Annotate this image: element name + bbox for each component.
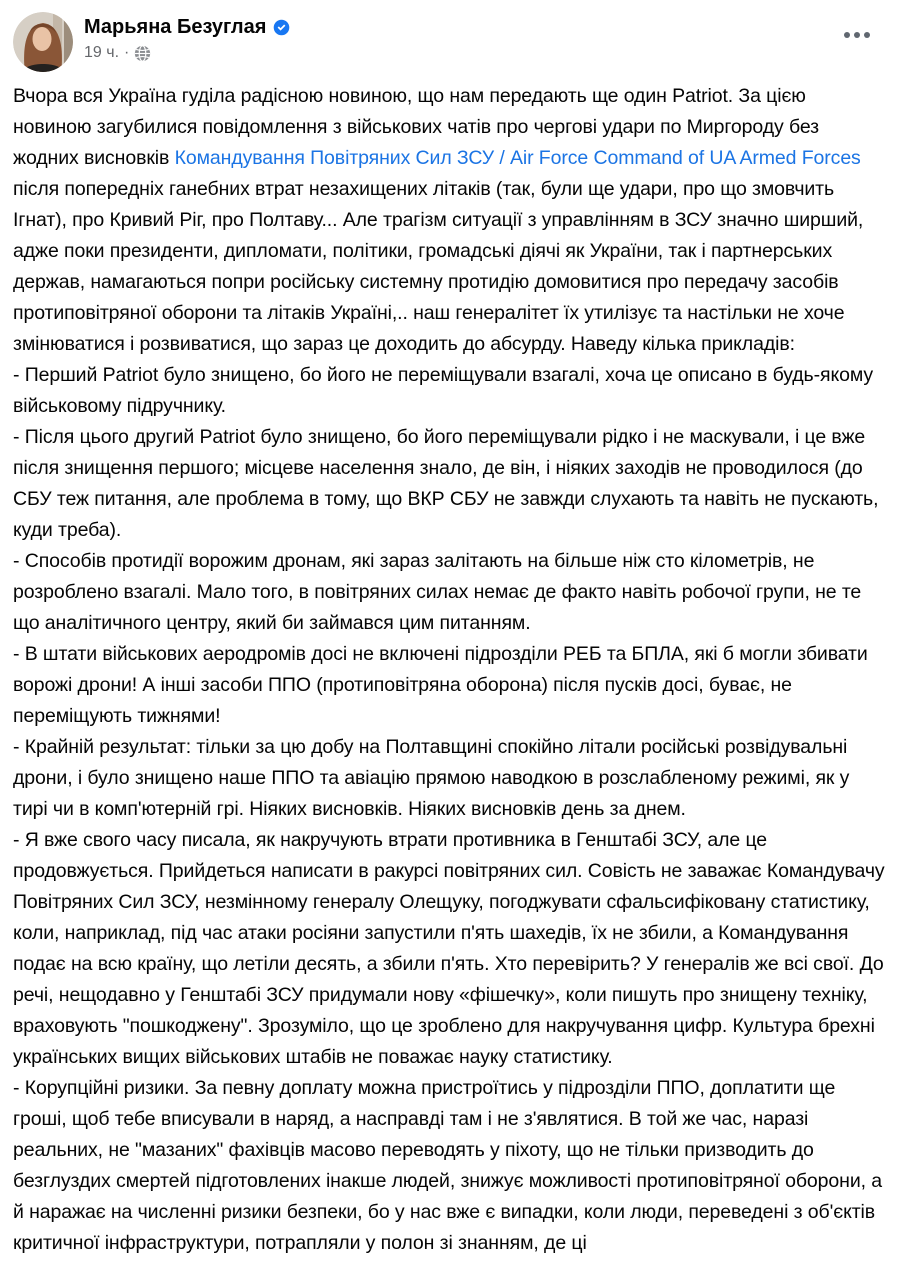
post-bullet: - Корупційні ризики. За певну доплату можна пристроїтись у підрозділи ППО, доплатити ще гроші, щоб тебе вписували в наряд, а насправді там і не з'являтися. В той же час, наразі реальних, не "мазаних" фахівців масово переводять у піхоту, що не тільки призводить до безглуздих смертей підготовлених інакше людей, знижує можливості протиповітряної оборони, а й наражає на численні ризики безпеки, бо у нас вже є випадки, коли люди, переведені з об'єктів критичної інфраструктури, потрапляли у полон зі знанням, де ці — [13, 1077, 883, 1254]
meta-separator: · — [124, 44, 130, 61]
public-globe-icon — [134, 45, 151, 62]
more-options-icon — [844, 32, 850, 38]
verified-badge-icon — [273, 19, 290, 36]
author-name[interactable]: Марьяна Безуглая — [84, 16, 267, 38]
page-link[interactable]: Командування Повітряних Сил ЗСУ / Air Force Command of UA Armed Forces — [174, 147, 861, 169]
post-bullet: - Способів протидії ворожим дронам, які зараз залітають на більше ніж сто кілометрів, не розроблено взагалі. Мало того, в повітряних силах немає де факто навіть робочої групи, не те що аналітичного центру, який би займався цим питанням. — [13, 550, 862, 634]
post-bullet: - В штати військових аеродромів досі не включені підрозділи РЕБ та БПЛА, які б могли збивати ворожі дрони! А інші засоби ППО (протиповітряна оборона) після пусків досі, буває, не переміщують тижнями! — [13, 643, 868, 727]
more-options-button[interactable] — [838, 24, 876, 46]
avatar[interactable] — [13, 12, 73, 72]
post-text — [0, 72, 898, 1273]
post-header — [0, 0, 898, 72]
post-bullet: - Перший Patriot було знищено, бо його не переміщували взагалі, хоча це описано в будь-якому військовому підручнику. — [13, 364, 874, 417]
author-row — [84, 15, 290, 39]
intro-text-before-link: Вчора вся Україна гуділа радісною новиною, що нам передають ще один Patriot. За цією новиною загубилися повідомлення з військових чатів про чергові удари по Миргороду без жодних висновків — [13, 85, 819, 169]
intro-text-after-link: після попередніх ганебних втрат незахищених літаків (так, були ще удари, про що змовчить Ігнат), про Кривий Ріг, про Полтаву... Але трагізм ситуації з управлінням в ЗСУ значно ширший, адже поки президенти, дипломати, політики, громадські діячі як України, так і партнерських держав, намагаються попри російську системну протидію домовитися про передачу засобів протиповітряної оборони та літаків Україні,.. наш генералітет їх утилізує та настільки не хоче змінюватися і розвиватися, що зараз це доходить до абсурду. Наведу кілька прикладів: — [13, 178, 864, 355]
header-info — [84, 12, 290, 62]
more-options-icon — [854, 32, 860, 38]
profile-photo — [13, 12, 73, 72]
more-options-icon — [864, 32, 870, 38]
post-bullet: - Після цього другий Patriot було знищено, бо його переміщували рідко і не маскували, і це вже після знищення першого; місцеве населення знало, де він, і ніяких заходів не проводилося (до СБУ теж питання, але проблема в тому, що ВКР СБУ не завжди слухають та навіть не пускають, куди треба). — [13, 426, 879, 541]
timestamp[interactable]: 19 ч. — [84, 44, 120, 61]
post-meta — [84, 44, 290, 62]
post-bullet: - Крайній результат: тільки за цю добу на Полтавщині спокійно літали російські розвідувальні дрони, і було знищено наше ППО та авіацію прямою наводкою в розслабленому режимі, як у тирі чи в комп'ютерній грі. Ніяких висновків. Ніяких висновків день за днем. — [13, 736, 850, 820]
post-intro-paragraph — [13, 81, 885, 360]
post-bullet: - Я вже свого часу писала, як накручують втрати противника в Генштабі ЗСУ, але це продовжується. Прийдеться написати в ракурсі повітряних сил. Совість не заважає Командувачу Повітряних Сил ЗСУ, незмінному генералу Олещуку, погоджувати сфальсифіковану статистику, коли, наприклад, під час атаки росіяни запустили п'ять шахедів, їх не збили, а Командування подає на всю країну, що летіли десять, а збили п'ять. Хто перевірить? У генералів же всі свої. До речі, нещодавно у Генштабі ЗСУ придумали нову «фішечку», коли пишуть про знищену техніку, враховують "пошкоджену". Зрозуміло, що це зроблено для накручування цифр. Культура брехні українських вищих військових штабів не поважає науку статистику. — [13, 829, 885, 1068]
